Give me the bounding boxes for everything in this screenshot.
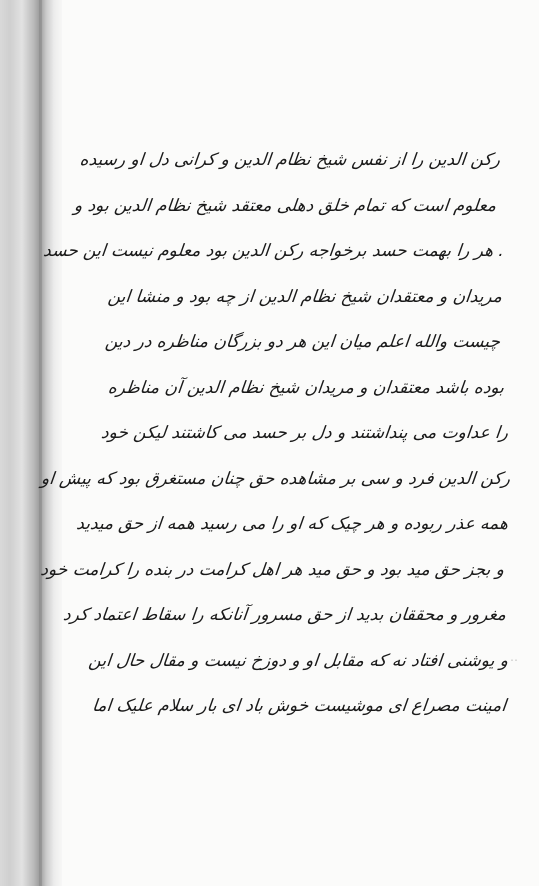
- manuscript-line: و بجز حق مید بود و حق مید هر اهل کرامت در بنده را کرامت خود: [39, 559, 506, 580]
- manuscript-line: . هر را بهمت حسد برخواجه رکن الدین بود معلوم نیست این حسد: [42, 241, 506, 261]
- manuscript-line: امینت مصراع ای موشیست خوش باد ای بار سلام علیک اما: [91, 696, 508, 716]
- manuscript-line: چیست والله اعلم میان این هر دو بزرگان مناظره در دین: [104, 332, 502, 352]
- manuscript-line: همه عذر ربوده و هر چیک که او را می رسید همه از حق میدید: [75, 514, 510, 534]
- manuscript-line: رکن الدین را از نفس شیخ نظام الدین و کرانی دل او رسیده: [78, 150, 502, 170]
- manuscript-line: مریدان و معتقدان شیخ نظام الدین از چه بود و منشا این: [106, 286, 504, 307]
- manuscript-text-block: [39, 138, 512, 730]
- manuscript-line: مغرور و محققان بدید از حق مسرور آنانکه را سقاط اعتماد کرد: [62, 605, 508, 625]
- manuscript-line: و یوشنی افتاد نه که مقابل او و دوزخ نیست و مقال حال این: [87, 650, 510, 671]
- gutter-shadow-line: [39, 0, 42, 886]
- margin-mark: ˙˙: [510, 659, 518, 668]
- manuscript-line: بوده باشد معتقدان و مریدان شیخ نظام الدین آن مناظره: [106, 377, 506, 398]
- manuscript-line: معلوم است که تمام خلق دهلی معتقد شیخ نظام الدین بود و: [73, 195, 498, 216]
- manuscript-line: رکن الدین فرد و سی بر مشاهده حق چنان مستغرق بود که پیش او: [40, 468, 512, 489]
- manuscript-line: را عداوت می پنداشتند و دل بر حسد می کاشتند لیکن خود: [100, 423, 510, 443]
- book-gutter: [0, 0, 62, 886]
